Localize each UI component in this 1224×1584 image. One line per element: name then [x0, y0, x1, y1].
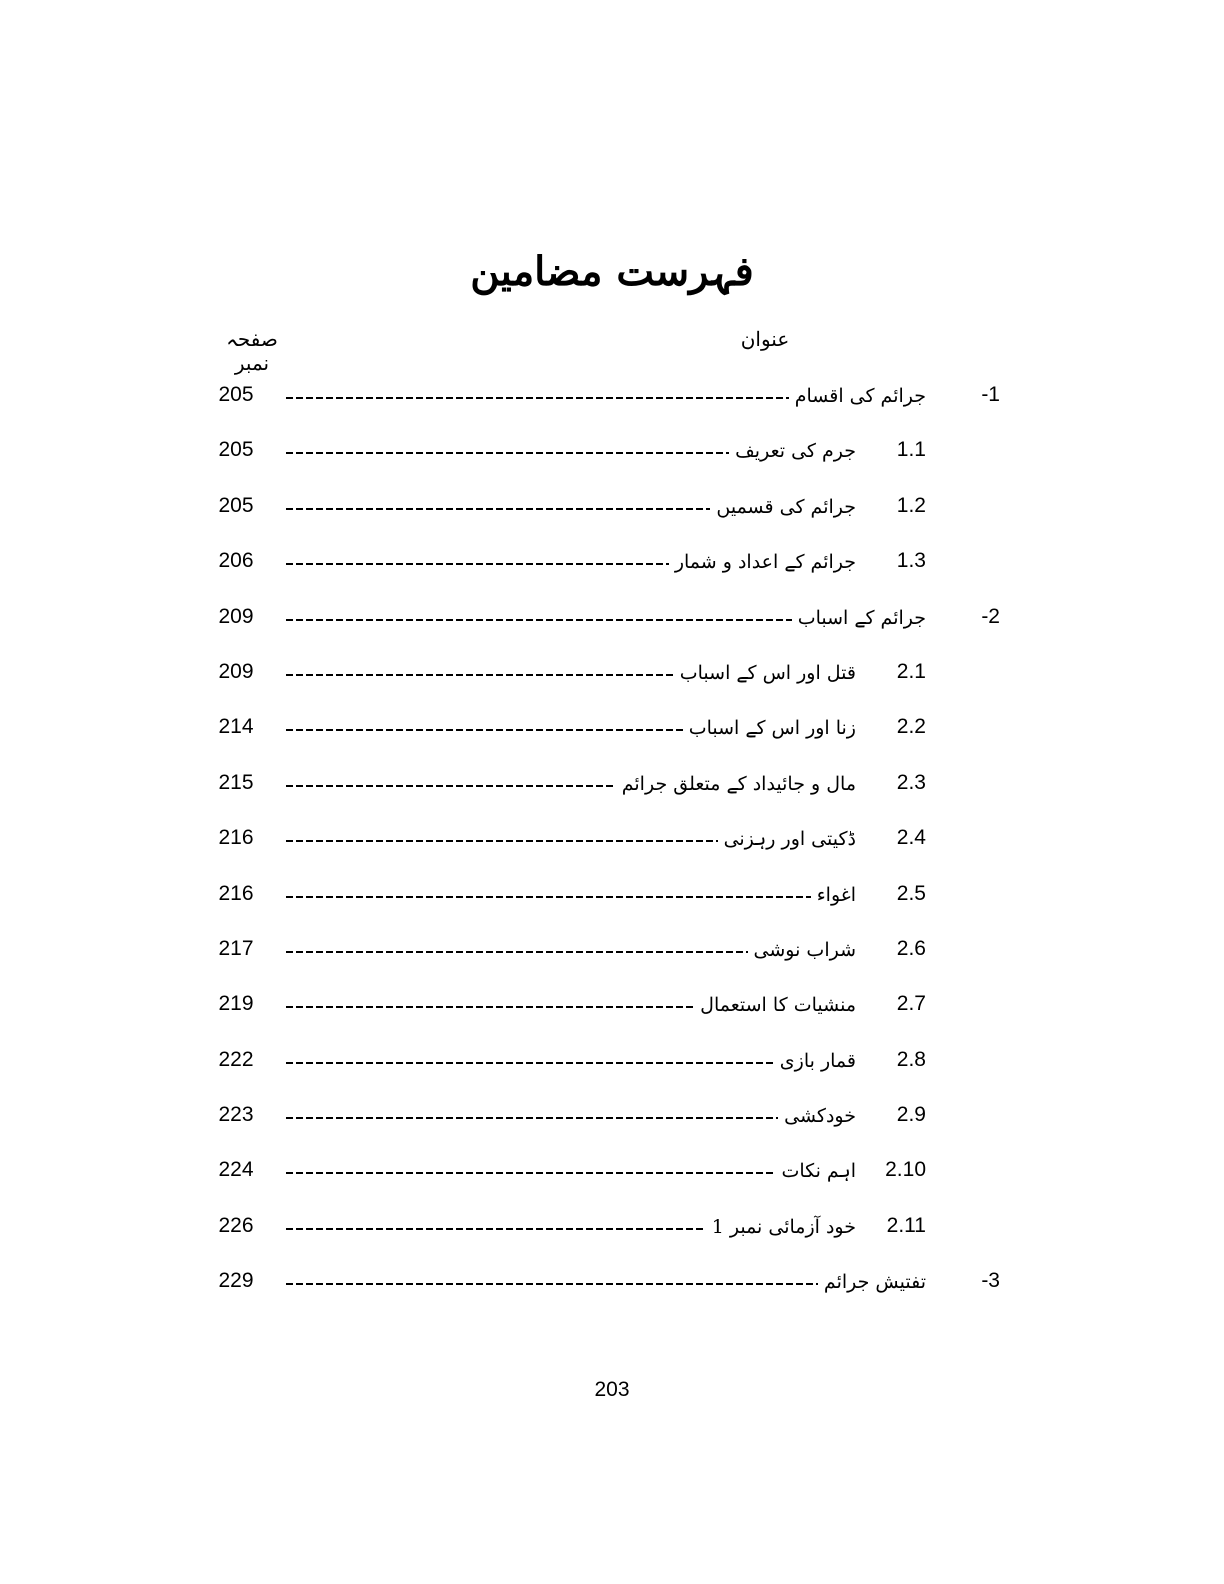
toc-entry-label: اہم نکات — [781, 1160, 856, 1183]
toc-row — [0, 1255, 1224, 1310]
toc-subsection-number: 2.8 — [896, 1047, 926, 1071]
toc-entry — [286, 492, 856, 522]
toc-subsection-number: 2.7 — [896, 992, 926, 1016]
toc-subsection-number: 2.10 — [885, 1158, 926, 1182]
dot-leader — [286, 713, 683, 743]
dot-leader — [286, 1212, 706, 1242]
toc-page-number: 214 — [218, 715, 254, 739]
toc-page-number: 205 — [218, 438, 254, 462]
toc-entry — [286, 1156, 856, 1186]
toc-section-number: -2 — [981, 604, 1000, 628]
dot-leader — [286, 436, 729, 466]
toc-page-number: 222 — [218, 1047, 254, 1071]
toc-entry — [286, 990, 856, 1020]
toc-subsection-number: 2.11 — [886, 1213, 926, 1237]
toc-entry — [286, 436, 856, 466]
dot-leader — [286, 603, 792, 633]
footer-page-number: 203 — [594, 1378, 630, 1401]
toc-page-number: 209 — [218, 659, 254, 683]
dot-leader — [286, 547, 669, 577]
toc-entry — [286, 1046, 856, 1076]
toc-row — [0, 1144, 1224, 1199]
dot-leader — [286, 880, 811, 910]
dot-leader — [286, 1046, 774, 1076]
toc-entry — [286, 935, 856, 965]
toc-entry-label: اغواء — [816, 883, 856, 906]
toc-page-number: 229 — [218, 1269, 254, 1293]
toc-entry-label: قمار بازی — [779, 1049, 856, 1072]
toc-page-number: 217 — [218, 936, 254, 960]
toc-subsection-number: 1.2 — [896, 493, 926, 517]
toc-page-number: 205 — [218, 493, 254, 517]
toc-row — [0, 369, 1224, 424]
dot-leader — [286, 990, 694, 1020]
toc-subsection-number: 2.2 — [896, 715, 926, 739]
page-number-column-header: صفحہ نمبر — [226, 327, 278, 375]
toc-entry-label: خودکشی — [784, 1105, 856, 1128]
toc-row — [0, 1089, 1224, 1144]
toc-entry — [286, 1267, 926, 1297]
dot-leader — [286, 381, 789, 411]
toc-page-number: 226 — [218, 1213, 254, 1237]
toc-row — [0, 591, 1224, 646]
toc-entry-label: خود آزمائی نمبر 1 — [711, 1215, 856, 1238]
toc-section-number: -3 — [981, 1269, 1000, 1293]
toc-subsection-number: 2.5 — [896, 881, 926, 905]
toc-entry-label: قتل اور اس کے اسباب — [679, 661, 856, 684]
toc-page-number: 209 — [218, 604, 254, 628]
toc-entry-label: شراب نوشی — [753, 938, 856, 961]
toc-page-number: 219 — [218, 992, 254, 1016]
dot-leader — [286, 1267, 818, 1297]
toc-row — [0, 923, 1224, 978]
toc-page-number: 216 — [218, 881, 254, 905]
toc-row — [0, 424, 1224, 479]
toc-page-number: 216 — [218, 826, 254, 850]
table-of-contents — [0, 369, 1224, 1311]
toc-entry-label: مال و جائیداد کے متعلق جرائم — [621, 772, 856, 795]
toc-entry — [286, 824, 856, 854]
dot-leader — [286, 492, 710, 522]
toc-entry-label: جرائم کی قسمیں — [716, 495, 856, 518]
toc-row — [0, 868, 1224, 923]
toc-page-number: 215 — [218, 770, 254, 794]
toc-entry-label: جرائم کے اعداد و شمار — [674, 551, 856, 574]
toc-entry — [286, 713, 856, 743]
toc-entry — [286, 381, 926, 411]
toc-page-number: 224 — [218, 1158, 254, 1182]
toc-row — [0, 757, 1224, 812]
dot-leader — [286, 824, 718, 854]
dot-leader — [286, 1156, 775, 1186]
page-title: فہرست مضامین — [470, 248, 754, 295]
toc-entry-label: ڈکیتی اور رہزنی — [723, 828, 856, 851]
toc-row — [0, 535, 1224, 590]
toc-row — [0, 1034, 1224, 1089]
toc-subsection-number: 2.9 — [896, 1103, 926, 1127]
toc-entry — [286, 1212, 856, 1242]
toc-row — [0, 978, 1224, 1033]
toc-entry — [286, 769, 856, 799]
toc-entry-label: جرائم کے اسباب — [797, 606, 926, 629]
topic-column-header: عنوان — [740, 327, 790, 351]
toc-page-number: 205 — [218, 383, 254, 406]
toc-entry-label: جرائم کی اقسام — [794, 385, 926, 407]
dot-leader — [286, 935, 748, 965]
toc-row — [0, 480, 1224, 535]
toc-row — [0, 1200, 1224, 1255]
toc-row — [0, 646, 1224, 701]
dot-leader — [286, 1101, 778, 1131]
toc-row — [0, 701, 1224, 756]
toc-subsection-number: 1.1 — [896, 438, 926, 462]
toc-entry — [286, 880, 856, 910]
dot-leader — [286, 769, 616, 799]
toc-row — [0, 812, 1224, 867]
toc-section-number: -1 — [981, 383, 1000, 406]
toc-page-number: 223 — [218, 1103, 254, 1127]
toc-subsection-number: 1.3 — [896, 549, 926, 573]
toc-entry — [286, 603, 926, 633]
toc-entry — [286, 1101, 856, 1131]
toc-entry — [286, 547, 856, 577]
toc-subsection-number: 2.1 — [896, 659, 926, 683]
toc-subsection-number: 2.3 — [896, 770, 926, 794]
toc-entry — [286, 658, 856, 688]
toc-subsection-number: 2.6 — [896, 936, 926, 960]
toc-page-number: 206 — [218, 549, 254, 573]
toc-entry-label: جرم کی تعریف — [735, 440, 856, 463]
toc-entry-label: تفتیش جرائم — [823, 1271, 926, 1294]
toc-entry-label: زنا اور اس کے اسباب — [688, 717, 856, 740]
toc-entry-label: منشیات کا استعمال — [700, 994, 856, 1017]
dot-leader — [286, 658, 674, 688]
toc-subsection-number: 2.4 — [896, 826, 926, 850]
